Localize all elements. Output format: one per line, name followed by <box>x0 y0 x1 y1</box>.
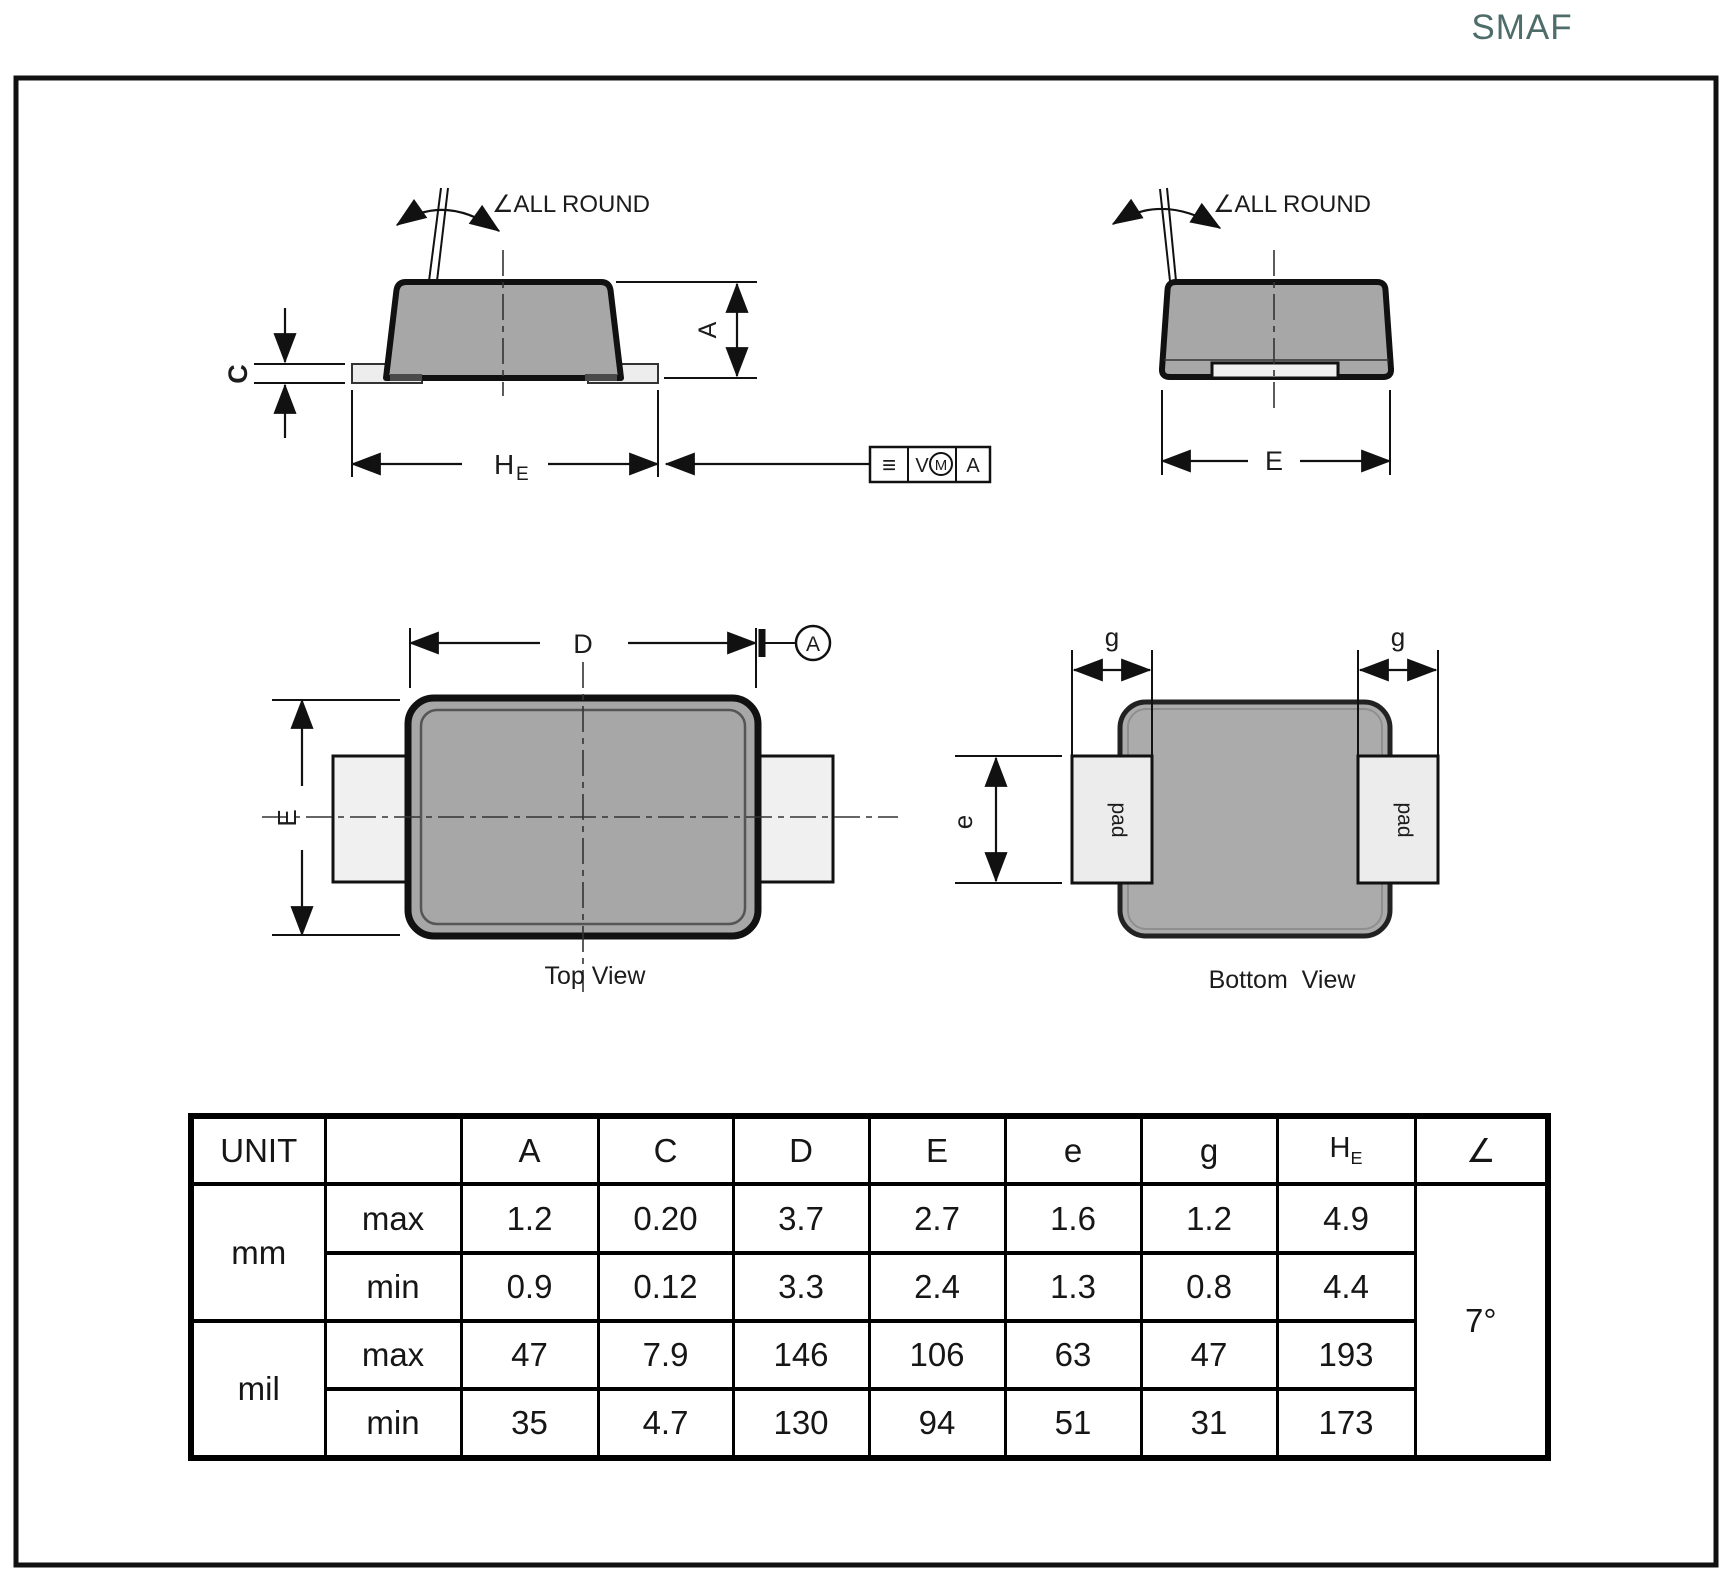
dim-cell: 94 <box>869 1389 1005 1458</box>
dim-cell: 47 <box>1141 1321 1277 1389</box>
fcf-datum-ref: A <box>966 455 980 477</box>
end-all-round-label: ∠ALL ROUND <box>1213 191 1371 218</box>
bottom-body-outline <box>1120 702 1390 936</box>
dim-cell: 173 <box>1277 1389 1415 1458</box>
unit-cell-mil: mil <box>191 1321 325 1458</box>
header-cell-e-upper: E <box>869 1116 1005 1184</box>
dim-cell: 0.9 <box>461 1253 598 1321</box>
dim-cell: 7.9 <box>598 1321 733 1389</box>
table-row-mil-min <box>191 1389 1548 1458</box>
dim-cell: 3.3 <box>733 1253 869 1321</box>
front-lead-foot-right <box>585 374 617 381</box>
dim-cell: 51 <box>1005 1389 1141 1458</box>
bound-cell: max <box>325 1184 461 1253</box>
front-view <box>223 188 990 485</box>
dim-cell: 35 <box>461 1389 598 1458</box>
dim-label-c: C <box>223 364 253 384</box>
dim-label-d: D <box>573 629 593 659</box>
dim-cell: 106 <box>869 1321 1005 1389</box>
dim-cell: 4.9 <box>1277 1184 1415 1253</box>
dim-cell: 3.7 <box>733 1184 869 1253</box>
table-row-mil-max <box>191 1321 1548 1389</box>
dim-cell: 1.6 <box>1005 1184 1141 1253</box>
dim-cell: 130 <box>733 1389 869 1458</box>
dim-label-he: H <box>494 449 515 480</box>
front-all-round-label: ∠ALL ROUND <box>492 191 650 218</box>
table-row-mm-max <box>191 1184 1548 1253</box>
dim-cell: 146 <box>733 1321 869 1389</box>
bound-cell: min <box>325 1389 461 1458</box>
dim-cell: 63 <box>1005 1321 1141 1389</box>
dim-cell: 2.4 <box>869 1253 1005 1321</box>
bound-cell: min <box>325 1253 461 1321</box>
dim-label-g-left: g <box>1104 622 1120 652</box>
top-lead-left <box>333 756 411 882</box>
dim-cell: 0.12 <box>598 1253 733 1321</box>
dim-cell: 1.3 <box>1005 1253 1141 1321</box>
top-view <box>262 626 898 992</box>
pad-label-right: pad <box>1393 802 1416 838</box>
dim-cell: 193 <box>1277 1321 1415 1389</box>
unit-header-cell: UNIT <box>191 1116 325 1184</box>
datum-label-a: A <box>805 633 821 656</box>
end-pad <box>1212 363 1338 378</box>
fcf-symmetry-symbol: ≡ <box>881 452 897 479</box>
bottom-view-label: Bottom View <box>1208 966 1356 994</box>
header-cell-angle: ∠ <box>1415 1116 1548 1184</box>
front-lead-foot-left <box>390 374 422 381</box>
dim-cell: 31 <box>1141 1389 1277 1458</box>
dim-cell: 1.2 <box>1141 1184 1277 1253</box>
header-cell-g: g <box>1141 1116 1277 1184</box>
table-header-row <box>191 1116 1548 1184</box>
dim-label-e-top: E <box>272 809 302 827</box>
dim-label-a: A <box>694 321 722 339</box>
header-cell-d: D <box>733 1116 869 1184</box>
dim-cell: 1.2 <box>461 1184 598 1253</box>
header-cell-a: A <box>461 1116 598 1184</box>
dim-cell: 4.4 <box>1277 1253 1415 1321</box>
bound-header-cell <box>325 1116 461 1184</box>
end-view <box>1113 188 1391 476</box>
top-lead-right <box>755 756 833 882</box>
header-cell-e-lower: e <box>1005 1116 1141 1184</box>
dim-label-e-pad: e <box>948 814 978 830</box>
page-title: SMAF <box>1471 8 1573 47</box>
top-view-label: Top View <box>544 962 646 990</box>
header-cell-he: $H_E$ <box>1277 1116 1415 1184</box>
angle-value-cell: 7° <box>1415 1184 1548 1458</box>
dim-cell: 4.7 <box>598 1389 733 1458</box>
dim-cell: 47 <box>461 1321 598 1389</box>
pad-label-left: pad <box>1107 802 1130 838</box>
header-cell-c: C <box>598 1116 733 1184</box>
unit-cell-mm: mm <box>191 1184 325 1321</box>
dim-label-e-end: E <box>1264 446 1284 476</box>
dim-label-g-right: g <box>1390 622 1406 652</box>
table-row-mm-min <box>191 1253 1548 1321</box>
dim-cell: 0.8 <box>1141 1253 1277 1321</box>
dim-label-he-sub: E <box>516 464 529 485</box>
dim-cell: 0.20 <box>598 1184 733 1253</box>
front-draft-arc <box>397 210 499 231</box>
dimension-table <box>188 1113 1551 1461</box>
dim-cell: 2.7 <box>869 1184 1005 1253</box>
bottom-view <box>948 622 1438 994</box>
fcf-modifier-m: M <box>934 457 948 474</box>
end-draft-arc <box>1113 209 1220 228</box>
fcf-tolerance-value: V <box>915 455 929 477</box>
bound-cell: max <box>325 1321 461 1389</box>
